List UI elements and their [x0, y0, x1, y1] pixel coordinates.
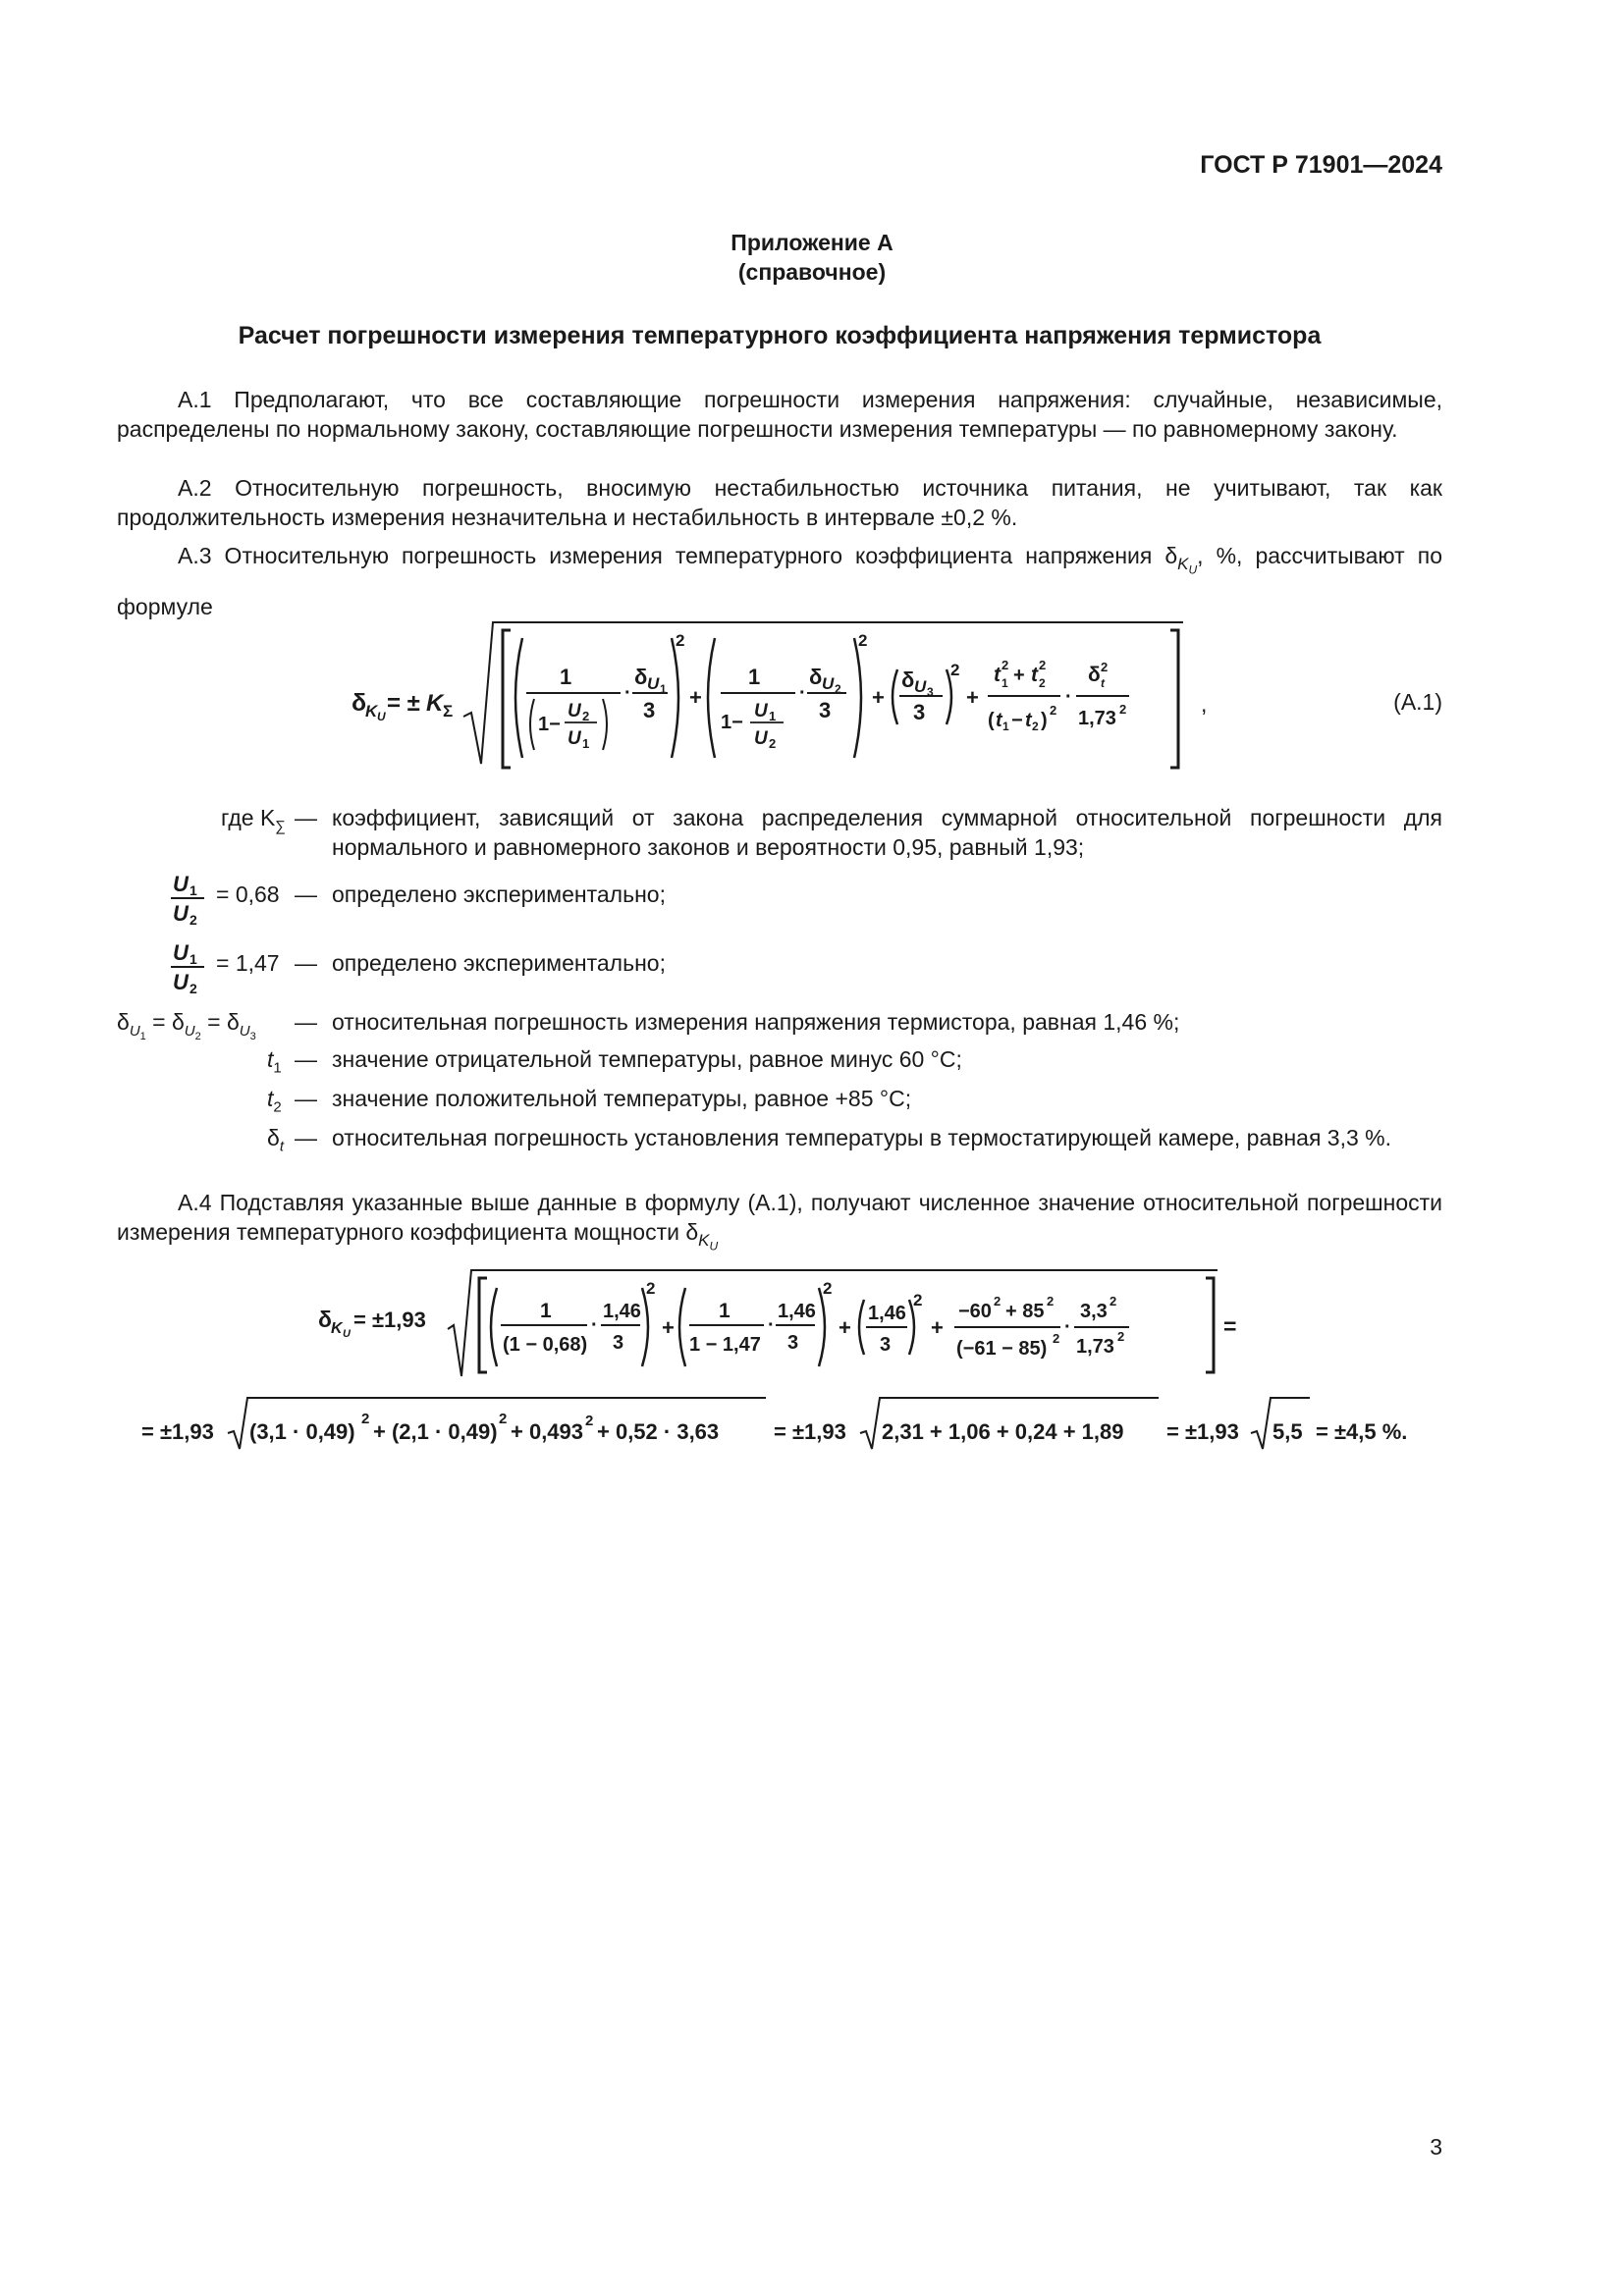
definition-k-sigma-text: коэффициент, зависящий от закона распределения суммарной относительной погрешности для нормального и равномерного законов и вероятности 0,95, равный 1,93; — [332, 805, 1442, 860]
svg-text:1: 1 — [748, 665, 761, 689]
svg-text:2: 2 — [1001, 658, 1009, 672]
svg-text:2: 2 — [1047, 1294, 1055, 1308]
svg-text:= ±1,93: = ±1,93 — [774, 1419, 846, 1444]
definition-dash: — — [295, 1009, 317, 1035]
calculation-line-1-equals: = — [1223, 1313, 1237, 1339]
svg-text:−: − — [1011, 710, 1023, 731]
svg-text:+: + — [839, 1315, 851, 1340]
u-ratio-1-text: определено экспериментально; — [332, 881, 666, 907]
svg-text:2: 2 — [769, 736, 777, 751]
paragraph-a1: А.1 Предполагают, что все составляющие погрешности измерения напряжения: случайные, независимые, распределены по нормальному закону, составляющие погрешности измерения температуры — по равномерному закону. — [117, 387, 1442, 442]
svg-text:+ 85: + 85 — [1005, 1301, 1045, 1322]
appendix-subtitle: (справочное) — [737, 259, 887, 285]
svg-text:2: 2 — [582, 709, 590, 723]
paragraph-a3-end: , %, рассчитывают по формуле — [117, 543, 1442, 620]
definition-k-sigma-symbol: где K — [220, 805, 276, 830]
a3-delta-subsub: U — [1188, 562, 1198, 577]
svg-text:t: t — [1025, 710, 1032, 731]
calculation-line-1-graphic — [314, 1266, 1257, 1384]
svg-text:+: + — [689, 685, 702, 710]
svg-text:2: 2 — [835, 682, 841, 696]
svg-text:U: U — [377, 710, 386, 723]
svg-text:1: 1 — [719, 1300, 731, 1322]
definition-dash: — — [295, 1046, 317, 1072]
svg-text:2,31 + 1,06 + 0,24 + 1,89: 2,31 + 1,06 + 0,24 + 1,89 — [882, 1419, 1124, 1444]
svg-text:5,5: 5,5 — [1272, 1419, 1303, 1444]
t1-label: $t_1$ — [267, 1046, 282, 1077]
a4-delta-subsub: U — [709, 1239, 719, 1254]
svg-text:= ±4,5 %.: = ±4,5 %. — [1316, 1419, 1408, 1444]
t2-label: $t_2$ — [267, 1086, 282, 1116]
svg-text:(3,1 · 0,49): (3,1 · 0,49) — [249, 1419, 355, 1444]
svg-text:·: · — [1064, 1316, 1071, 1338]
svg-text:t: t — [996, 710, 1002, 731]
svg-text:= ±1,93: = ±1,93 — [141, 1419, 214, 1444]
svg-text:+: + — [931, 1315, 944, 1340]
paragraph-a2: А.2 Относительную погрешность, вносимую нестабильностью источника питания, не учитывают, так как продолжительность измерения незначительна и нестабильность в интервале ±0,2 %. — [117, 475, 1442, 530]
svg-text:= ±: = ± — [387, 690, 420, 717]
svg-text:2: 2 — [823, 1279, 833, 1298]
svg-text:2: 2 — [858, 631, 868, 650]
section-title: Расчет погрешности измерения температурного коэффициента напряжения термистора — [238, 322, 1322, 349]
svg-text:3: 3 — [927, 685, 934, 699]
svg-text:1,73: 1,73 — [1078, 708, 1116, 729]
a4-delta-sub: K — [698, 1231, 710, 1250]
definition-dash: — — [295, 1125, 317, 1150]
svg-text:t: t — [994, 664, 1001, 686]
svg-text:2: 2 — [1050, 703, 1057, 718]
appendix-title: Приложение А — [731, 230, 893, 255]
svg-text:−60: −60 — [958, 1301, 992, 1322]
u-ratio-1-value: = 0,68 — [216, 881, 280, 907]
u-ratio-2-value: = 1,47 — [216, 950, 280, 976]
svg-text:(1 − 0,68): (1 − 0,68) — [503, 1334, 588, 1356]
definition-u-ratio-1 — [0, 866, 1624, 925]
svg-text:2: 2 — [913, 1291, 923, 1309]
svg-text:1: 1 — [769, 709, 777, 723]
svg-text:1,73: 1,73 — [1076, 1336, 1114, 1358]
svg-text:K: K — [365, 702, 378, 721]
svg-text:3: 3 — [643, 698, 656, 722]
svg-text:): ) — [1041, 710, 1048, 731]
svg-text:+ 0,52 · 3,63: + 0,52 · 3,63 — [597, 1419, 720, 1444]
u1-over-u2-fraction — [169, 938, 208, 995]
svg-text:1: 1 — [540, 1300, 552, 1322]
svg-text:δ: δ — [318, 1307, 332, 1332]
svg-text:1,46: 1,46 — [778, 1301, 816, 1322]
svg-text:1 − 1,47: 1 − 1,47 — [689, 1334, 761, 1356]
svg-text:1: 1 — [189, 951, 197, 967]
svg-text:1: 1 — [1002, 720, 1009, 733]
svg-text:3,3: 3,3 — [1080, 1301, 1108, 1322]
definition-k-sigma-label — [221, 803, 286, 842]
svg-text:+ (2,1 · 0,49): + (2,1 · 0,49) — [373, 1419, 498, 1444]
svg-text:3: 3 — [819, 698, 832, 722]
svg-text:2: 2 — [1039, 658, 1047, 672]
svg-text:3: 3 — [613, 1332, 624, 1354]
u-ratio-2-text: определено экспериментально; — [332, 950, 666, 976]
u1-over-u2-fraction — [169, 870, 208, 927]
svg-text:U: U — [343, 1328, 351, 1340]
a3-delta-sub: K — [1177, 555, 1189, 573]
paragraph-a4 — [117, 1188, 1442, 1255]
svg-text:1−: 1− — [538, 714, 561, 735]
document-standard-number: ГОСТ Р 71901—2024 — [1200, 151, 1442, 179]
svg-text:2: 2 — [1053, 1331, 1060, 1346]
svg-text:2: 2 — [1101, 660, 1109, 674]
svg-text:2: 2 — [676, 631, 685, 650]
delta-u-text: относительная погрешность измерения напряжения термистора, равная 1,46 %; — [332, 1009, 1180, 1035]
delta-t-label: $\delta_t$ — [267, 1125, 284, 1155]
svg-text:·: · — [799, 682, 806, 704]
paragraph-a3 — [117, 534, 1442, 628]
svg-text:+: + — [966, 685, 979, 710]
svg-text:2: 2 — [950, 661, 960, 679]
svg-text:U: U — [173, 901, 189, 926]
svg-text:(: ( — [988, 710, 995, 731]
svg-text:(−61 − 85): (−61 − 85) — [956, 1338, 1048, 1360]
svg-text:·: · — [768, 1314, 775, 1336]
svg-text:+: + — [872, 685, 885, 710]
svg-text:U: U — [173, 970, 189, 994]
svg-text:2: 2 — [1039, 676, 1046, 690]
svg-text:δ: δ — [352, 689, 367, 717]
svg-text:·: · — [591, 1314, 598, 1336]
svg-text:1: 1 — [189, 882, 197, 898]
svg-text:U: U — [173, 872, 189, 896]
svg-text:K: K — [331, 1320, 343, 1337]
definition-dash: — — [295, 950, 317, 976]
delta-t-text: относительная погрешность установления температуры в термостатирующей камере, равная 3,3 %. — [332, 1125, 1391, 1150]
page-number: 3 — [1430, 2134, 1442, 2160]
svg-text:t: t — [1031, 664, 1038, 686]
svg-text:2: 2 — [1110, 1294, 1117, 1308]
definition-dash: — — [295, 805, 317, 830]
svg-text:1: 1 — [1001, 676, 1008, 690]
svg-text:3: 3 — [787, 1332, 799, 1354]
definition-k-sigma-subscript: ∑ — [275, 818, 286, 835]
svg-text:+ 0,493: + 0,493 — [511, 1419, 584, 1444]
formula-a1-trailing-comma: , — [1201, 691, 1208, 717]
svg-text:1,46: 1,46 — [868, 1303, 906, 1324]
svg-text:2: 2 — [994, 1294, 1001, 1308]
svg-text:2: 2 — [361, 1411, 370, 1427]
svg-text:U: U — [822, 674, 835, 693]
svg-text:2: 2 — [585, 1413, 594, 1429]
definition-dash: — — [295, 881, 317, 907]
svg-text:3: 3 — [880, 1334, 892, 1356]
t1-text: значение отрицательной температуры, равное минус 60 °С; — [332, 1046, 962, 1072]
svg-text:U: U — [754, 728, 768, 749]
definition-dash: — — [295, 1086, 317, 1111]
svg-text:2: 2 — [499, 1411, 508, 1427]
svg-text:·: · — [624, 682, 631, 704]
svg-text:1: 1 — [582, 736, 590, 751]
svg-text:Σ: Σ — [443, 702, 454, 721]
svg-text:U: U — [754, 701, 768, 721]
svg-text:2: 2 — [189, 912, 197, 927]
svg-text:= ±1,93: = ±1,93 — [353, 1308, 426, 1332]
svg-text:2: 2 — [189, 981, 197, 995]
svg-text:U: U — [914, 677, 927, 696]
svg-text:2: 2 — [1119, 702, 1127, 717]
svg-text:1: 1 — [560, 665, 572, 689]
formula-a1-graphic — [344, 618, 1227, 775]
svg-text:2: 2 — [646, 1279, 656, 1298]
svg-text:t: t — [1101, 676, 1105, 690]
svg-text:U: U — [568, 701, 581, 721]
svg-text:1,46: 1,46 — [603, 1301, 641, 1322]
svg-text:δ: δ — [809, 665, 823, 689]
formula-a1-number: (А.1) — [1393, 689, 1442, 715]
svg-text:K: K — [426, 690, 444, 717]
svg-text:+: + — [1013, 665, 1025, 686]
delta-u-label: $\delta_{U_1} = \delta_{U_2} = \delta_{U_3}$ — [117, 1009, 256, 1042]
svg-text:3: 3 — [913, 700, 926, 724]
svg-text:·: · — [1065, 686, 1072, 708]
svg-text:δ: δ — [634, 665, 648, 689]
svg-text:2: 2 — [1032, 720, 1039, 733]
svg-text:U: U — [647, 674, 660, 693]
formula-a1 — [344, 618, 1227, 775]
calculation-line-1 — [314, 1266, 1257, 1384]
definition-u-ratio-2 — [0, 934, 1624, 993]
svg-text:+: + — [662, 1315, 675, 1340]
paragraph-a3-start: А.3 Относительную погрешность измерения температурного коэффициента напряжения δ — [178, 543, 1178, 568]
svg-text:= ±1,93: = ±1,93 — [1166, 1419, 1239, 1444]
svg-text:U: U — [173, 940, 189, 965]
svg-text:U: U — [568, 728, 581, 749]
svg-text:δ: δ — [901, 667, 915, 692]
t2-text: значение положительной температуры, равное +85 °С; — [332, 1086, 912, 1111]
calculation-line-2 — [137, 1390, 1434, 1459]
svg-text:2: 2 — [1117, 1329, 1125, 1344]
svg-text:1−: 1− — [721, 712, 743, 733]
paragraph-a4-start: А.4 Подставляя указанные выше данные в формулу (А.1), получают численное значение относительной погрешности измерения температурного коэффициента мощности δ — [117, 1190, 1442, 1245]
svg-text:δ: δ — [1088, 664, 1101, 686]
calculation-line-2-graphic — [137, 1390, 1434, 1459]
svg-text:1: 1 — [660, 682, 667, 696]
